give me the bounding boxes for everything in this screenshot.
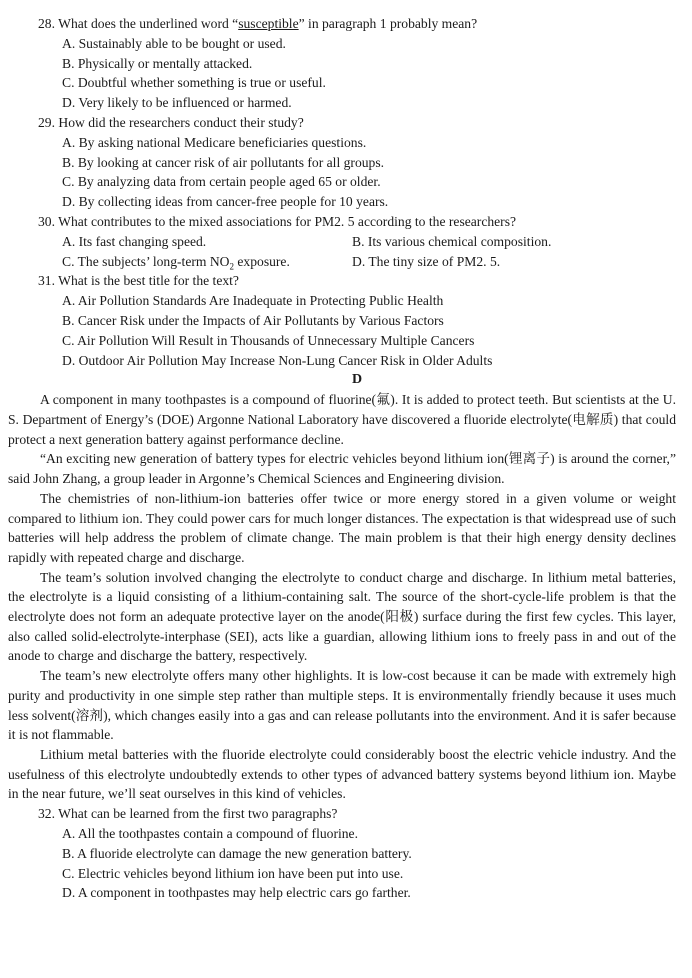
question-28-option-c: C. Doubtful whether something is true or useful. (62, 75, 326, 91)
section-label: D (351, 372, 363, 388)
passage-paragraph-5: The team’s new electrolyte offers many other highlights. It is low-cost because it can be made with extremely high purity and productivity in one simple step rather than multiple steps. It is environmentally friendly because it uses much less solvent(溶剂), which changes easily into a gas and can release pollutants into the environment. And it is safer because it is not flammable. (8, 668, 676, 743)
reading-passage (8, 390, 676, 804)
question-31-option-a: A. Air Pollution Standards Are Inadequate in Protecting Public Health (62, 293, 444, 309)
question-30-stem: 30. What contributes to the mixed associations for PM2. 5 according to the researchers? (38, 213, 517, 229)
subscript: 2 (229, 261, 234, 272)
question-32-option-b: B. A fluoride electrolyte can damage the new generation battery. (62, 845, 412, 861)
question-28-stem (38, 14, 676, 34)
question-29-option-a: A. By asking national Medicare beneficiaries questions. (62, 134, 367, 150)
stem-text: ” in paragraph 1 probably mean? (298, 16, 478, 31)
question-32-option-c: C. Electric vehicles beyond lithium ion have been put into use. (62, 865, 404, 881)
question-31-option-b: B. Cancer Risk under the Impacts of Air Pollutants by Various Factors (62, 312, 444, 328)
question-29-option-c: C. By analyzing data from certain people aged 65 or older. (62, 174, 381, 190)
question-28-option-d: D. Very likely to be influenced or harmed. (62, 95, 292, 111)
question-30-option-d: D. The tiny size of PM2. 5. (352, 253, 501, 269)
question-32-option-d: D. A component in toothpastes may help electric cars go farther. (62, 885, 411, 901)
question-30-options-row-1 (38, 232, 676, 252)
stem-text: 28. What does the underlined word “ (38, 16, 239, 31)
question-28-option-b: B. Physically or mentally attacked. (62, 55, 253, 71)
option-text: exposure. (234, 253, 290, 269)
question-32-option-a: A. All the toothpastes contain a compound of fluorine. (62, 825, 358, 841)
passage-paragraph-6: Lithium metal batteries with the fluoride electrolyte could considerably boost the electric vehicle industry. And the usefulness of this electrolyte undoubtedly extends to other types of advanced battery systems beyond lithium ion. Maybe in the near future, we’ll seat ourselves in this kind of vehicles. (8, 747, 676, 802)
question-30-option-b: B. Its various chemical composition. (352, 233, 552, 249)
question-28-option-a: A. Sustainably able to be bought or used. (62, 35, 286, 51)
question-30-option-c (62, 252, 352, 272)
question-31-stem: 31. What is the best title for the text? (38, 273, 239, 289)
question-32-stem: 32. What can be learned from the first two paragraphs? (38, 806, 338, 822)
passage-paragraph-1: A component in many toothpastes is a compound of fluorine(氟). It is added to protect teeth. But scientists at the U. S. Department of Energy’s (DOE) Argonne National Laboratory have discovered a fluoride electrolyte(电解质) that could protect a next generation battery against performance decline. (8, 392, 676, 447)
question-30-option-a: A. Its fast changing speed. (62, 233, 207, 249)
passage-paragraph-3: The chemistries of non-lithium-ion batteries offer twice or more energy stored in a given volume or weight compared to lithium ion. They could power cars for much longer distances. The expectation is that widespread use of such batteries will help address the problem of climate change. The main problem is that their high energy density declines rapidly with repeated charge and discharge. (8, 490, 676, 565)
question-29-option-d: D. By collecting ideas from cancer-free people for 10 years. (62, 194, 389, 210)
question-29-option-b: B. By looking at cancer risk of air pollutants for all groups. (62, 154, 385, 170)
question-31-option-d: D. Outdoor Air Pollution May Increase Non-Lung Cancer Risk in Older Adults (62, 352, 493, 368)
question-31-option-c: C. Air Pollution Will Result in Thousands of Unnecessary Multiple Cancers (62, 332, 475, 348)
option-text: C. The subjects’ long-term NO (62, 253, 230, 269)
passage-paragraph-2: “An exciting new generation of battery types for electric vehicles beyond lithium ion(锂离子) is around the corner,” said John Zhang, a group leader in Argonne’s Chemical Sciences and Engineering division. (8, 451, 676, 487)
question-30-options-row-2 (38, 252, 676, 272)
question-29-stem: 29. How did the researchers conduct their study? (38, 114, 304, 130)
underlined-word: susceptible (238, 16, 299, 31)
passage-paragraph-4: The team’s solution involved changing the electrolyte to conduct charge and discharge. In lithium metal batteries, the electrolyte is a liquid consisting of a lithium-containing salt. The source of the short-cycle-life problem is that the electrolyte does not form an adequate protective layer on the anode(阳极) surface during the first few cycles. This layer, also called solid-electrolyte-interphase (SEI), acts like a guardian, allowing lithium ions to freely pass in and out of the anode to charge and discharge the battery, respectively. (8, 569, 676, 664)
